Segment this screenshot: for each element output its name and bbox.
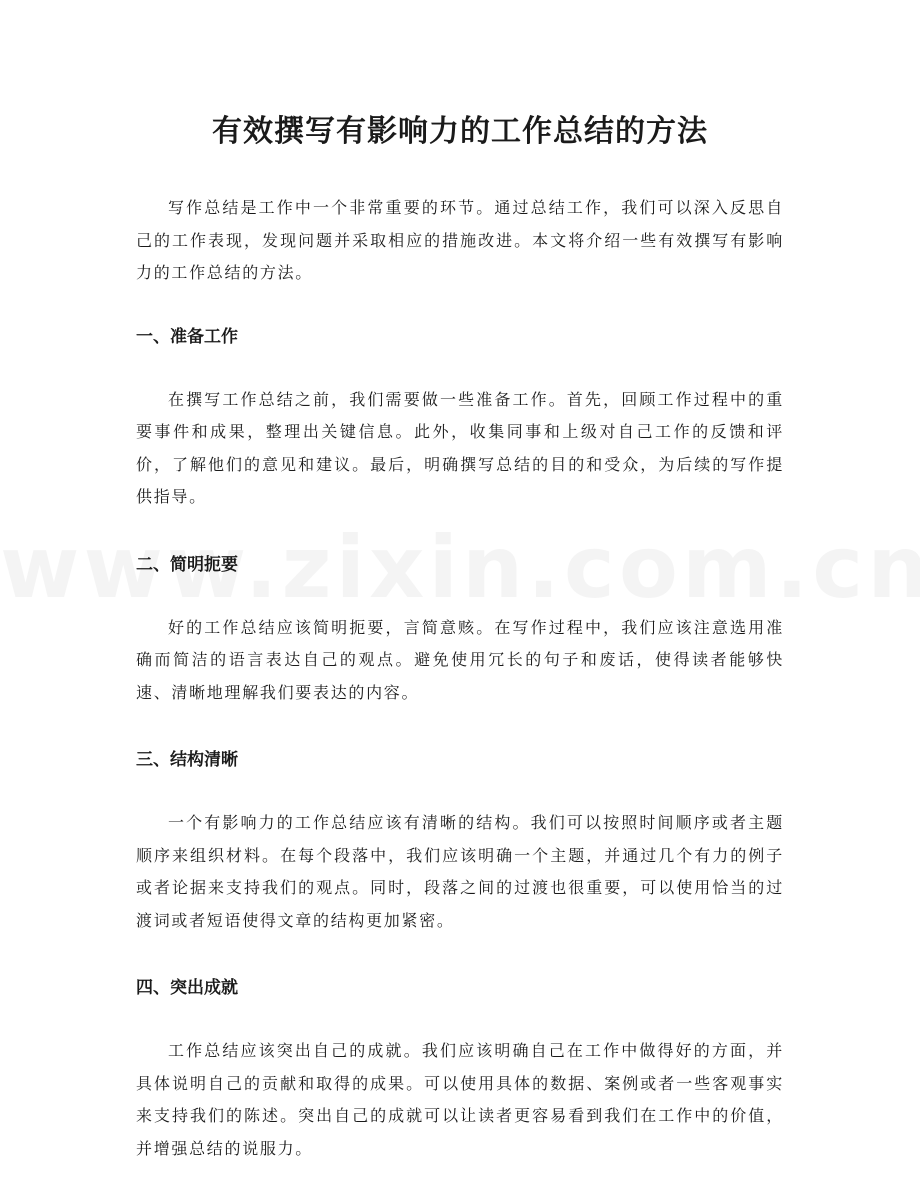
section-body-concise: 好的工作总结应该简明扼要，言简意赅。在写作过程中，我们应该注意选用准确而简洁的语言表达自己的观点。避免使用冗长的句子和废话，使得读者能够快速、清晰地理解我们要表达的内容。 [136, 617, 784, 702]
section-heading-achievements: 四、突出成就 [136, 978, 238, 998]
section-heading-structure: 三、结构清晰 [136, 750, 238, 770]
document-title: 有效撰写有影响力的工作总结的方法 [212, 114, 708, 149]
section-body-structure: 一个有影响力的工作总结应该有清晰的结构。我们可以按照时间顺序或者主题顺序来组织材料。在每个段落中，我们应该明确一个主题，并通过几个有力的例子或者论据来支持我们的观点。同时，段落之间的过渡也很重要，可以使用恰当的过渡词或者短语使得文章的结构更加紧密。 [136, 813, 784, 930]
section-body-preparation: 在撰写工作总结之前，我们需要做一些准备工作。首先，回顾工作过程中的重要事件和成果，整理出关键信息。此外，收集同事和上级对自己工作的反馈和评价，了解他们的意见和建议。最后，明确撰写总结的目的和受众，为后续的写作提供指导。 [136, 389, 784, 506]
section-body-achievements: 工作总结应该突出自己的成就。我们应该明确自己在工作中做得好的方面，并具体说明自己的贡献和取得的成果。可以使用具体的数据、案例或者一些客观事实来支持我们的陈述。突出自己的成就可以让读者更容易看到我们在工作中的价值，并增强总结的说服力。 [136, 1041, 784, 1158]
intro-paragraph: 写作总结是工作中一个非常重要的环节。通过总结工作，我们可以深入反思自己的工作表现，发现问题并采取相应的措施改进。本文将介绍一些有效撰写有影响力的工作总结的方法。 [136, 198, 784, 282]
section-heading-concise: 二、简明扼要 [136, 554, 238, 575]
section-heading-preparation: 一、准备工作 [136, 326, 238, 347]
